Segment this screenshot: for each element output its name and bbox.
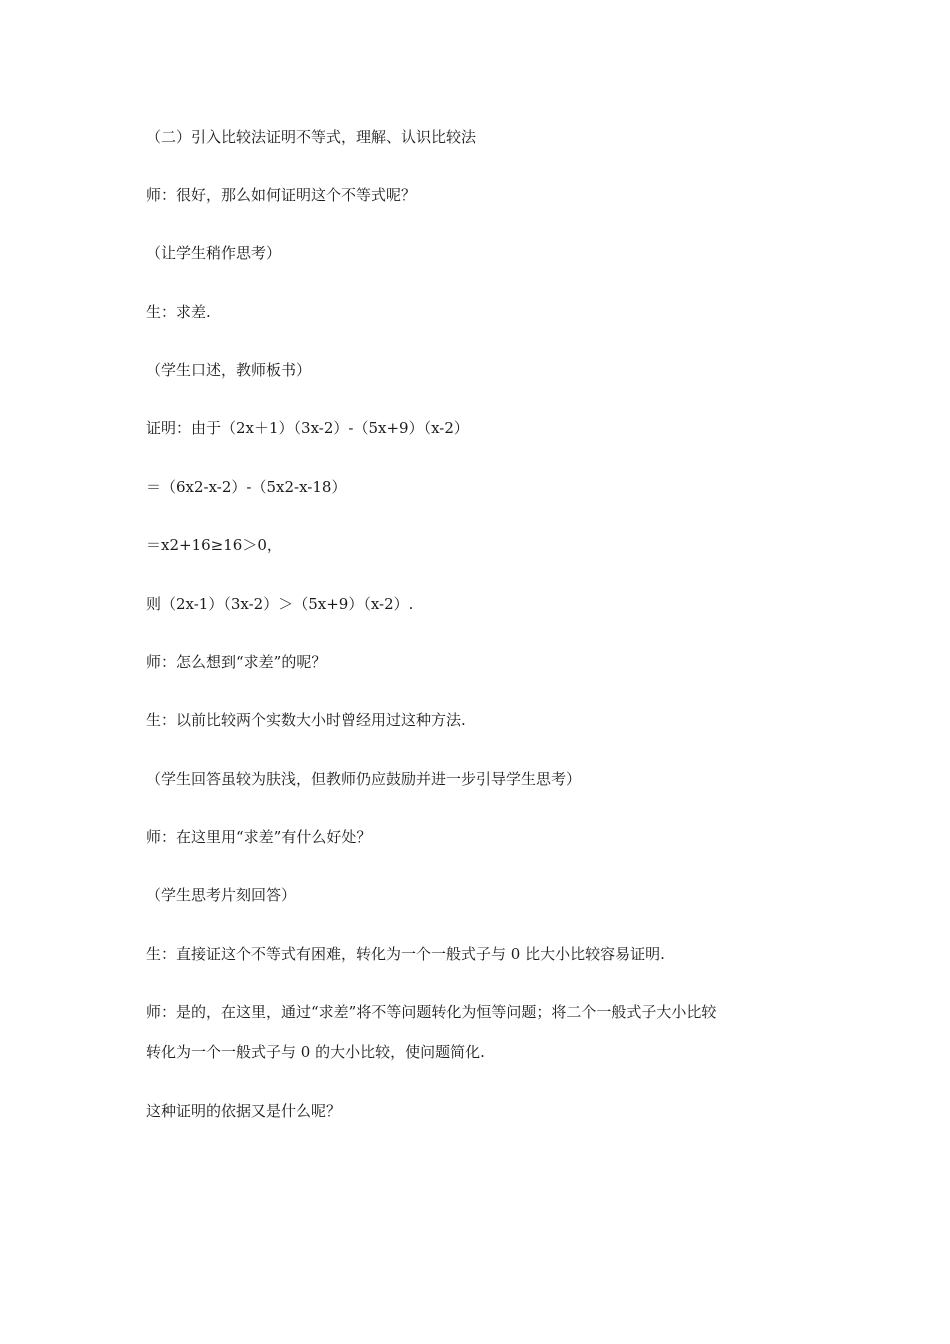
section-heading: （二）引入比较法证明不等式，理解、认识比较法 xyxy=(146,128,477,146)
text-line: 师：是的，在这里，通过“求差”将不等问题转化为恒等问题；将二个一般式子大小比较 xyxy=(146,1003,717,1021)
text-line: 生：求差. xyxy=(146,303,211,321)
proof-line: ＝x2+16≥16＞0， xyxy=(146,536,282,554)
text-line: 师：在这里用“求差”有什么好处？ xyxy=(146,828,372,846)
proof-line: 证明：由于（2x＋1）（3x-2）-（5x+9）（x-2） xyxy=(146,419,469,437)
text-line: 师：怎么想到“求差”的呢？ xyxy=(146,653,327,671)
text-line: 这种证明的依据又是什么呢？ xyxy=(146,1102,342,1120)
text-line: 师：很好，那么如何证明这个不等式呢？ xyxy=(146,186,417,204)
text-line: （让学生稍作思考） xyxy=(146,244,282,262)
text-line: 生：直接证这个不等式有困难，转化为一个一般式子与 0 比大小比较容易证明. xyxy=(146,945,665,963)
text-line: （学生回答虽较为肤浅，但教师仍应鼓励并进一步引导学生思考） xyxy=(146,770,582,788)
proof-line: ＝（6x2-x-2）-（5x2-x-18） xyxy=(146,478,347,496)
text-line: （学生口述，教师板书） xyxy=(146,361,312,379)
text-line: （学生思考片刻回答） xyxy=(146,886,297,904)
text-line: 转化为一个一般式子与 0 的大小比较，使问题简化. xyxy=(146,1043,485,1061)
proof-line: 则（2x-1）（3x-2）＞（5x+9）（x-2）. xyxy=(146,595,414,613)
text-line: 生：以前比较两个实数大小时曾经用过这种方法. xyxy=(146,711,466,729)
